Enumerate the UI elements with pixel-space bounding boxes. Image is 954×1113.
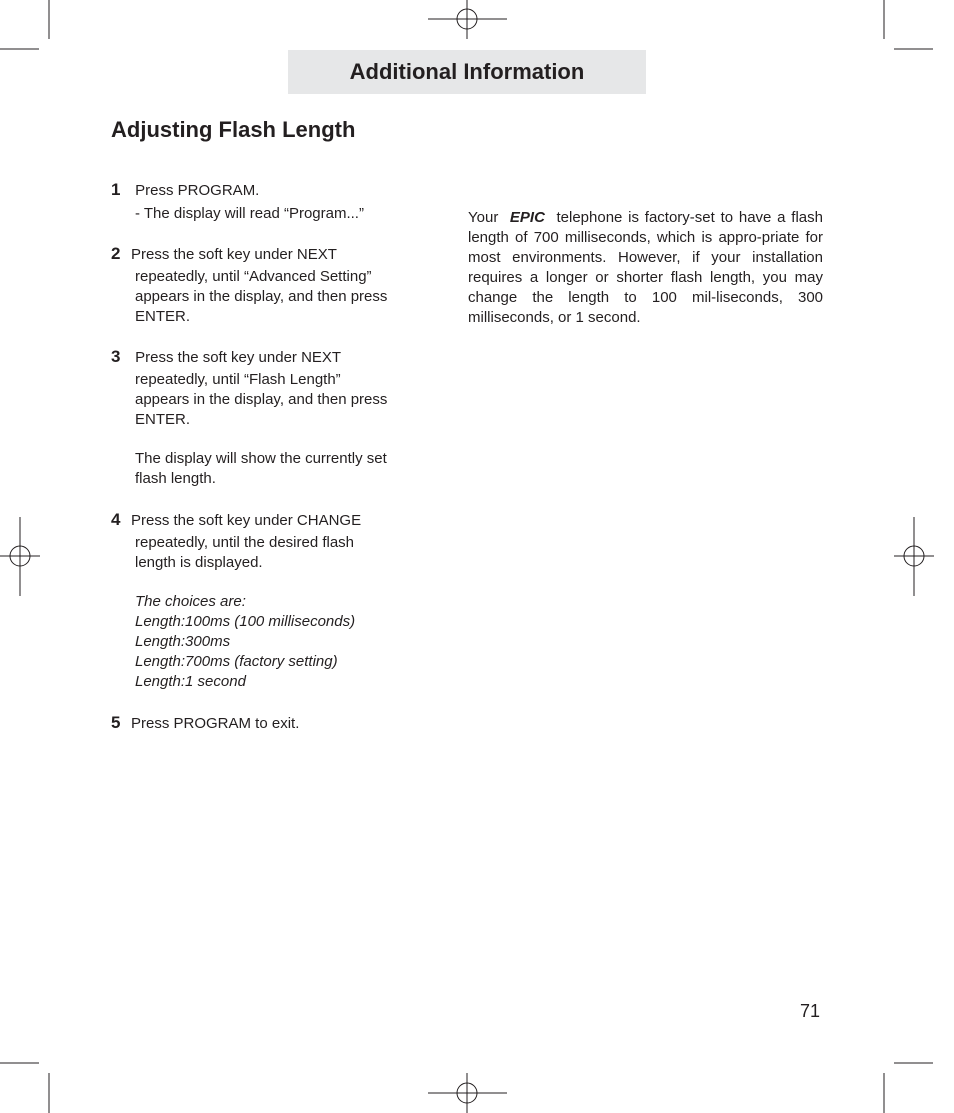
choice-item: Length:1 second (135, 673, 246, 690)
header-title: Additional Information (349, 59, 585, 84)
registration-mark-bottom (428, 1073, 507, 1113)
step-line: appears in the display, and then press (135, 391, 388, 408)
intro-before: Your (468, 209, 499, 226)
step-text: Press the soft key under NEXT (135, 349, 342, 366)
step-line: ENTER. (135, 308, 191, 325)
step-extra: The display will show the currently set (135, 450, 387, 467)
choice-item: Length:300ms (135, 633, 231, 650)
step-3 (111, 347, 431, 489)
step-line: repeatedly, until “Flash Length” (135, 371, 341, 388)
step-2 (111, 244, 431, 327)
step-5 (111, 713, 431, 734)
step-extra: flash length. (135, 470, 216, 487)
step-4 (111, 510, 431, 692)
step-number: 1 (111, 180, 121, 199)
step-line: repeatedly, until the desired flash (135, 534, 355, 551)
header-banner (288, 50, 646, 94)
page-number: 71 (800, 1001, 821, 1021)
step-number: 2 (111, 244, 121, 263)
choices-heading: The choices are: (135, 593, 246, 610)
step-number: 5 (111, 713, 121, 732)
step-line: repeatedly, until “Advanced Setting” (135, 268, 372, 285)
intro-paragraph (468, 208, 823, 328)
step-note: - The display will read “Program...” (135, 205, 364, 222)
step-line: ENTER. (135, 411, 191, 428)
section-title: Adjusting Flash Length (111, 117, 356, 142)
step-text: Press PROGRAM. (135, 182, 260, 199)
step-text: Press PROGRAM to exit. (131, 715, 300, 732)
intro-after: telephone is factory-set to have a flash length of 700 milliseconds, which is appro-priate for most environments. However, if your installation requires a longer or shorter flash length, you may change the length to 100 mil-liseconds, 300 milliseconds, or 1 second. (468, 209, 823, 326)
step-line: appears in the display, and then press (135, 288, 388, 305)
step-text: Press the soft key under CHANGE (131, 512, 362, 529)
choice-item: Length:700ms (factory setting) (135, 653, 338, 670)
step-number: 4 (111, 510, 121, 529)
step-number: 3 (111, 347, 121, 366)
brand-name: EPIC (509, 209, 545, 226)
choices-list (111, 592, 431, 692)
step-1 (111, 180, 431, 224)
registration-mark-left (0, 517, 40, 596)
step-text: Press the soft key under NEXT (131, 246, 337, 263)
registration-mark-top (428, 0, 507, 39)
step-line: length is displayed. (135, 554, 263, 571)
choice-item: Length:100ms (100 milliseconds) (135, 613, 356, 630)
registration-mark-right (894, 517, 934, 596)
